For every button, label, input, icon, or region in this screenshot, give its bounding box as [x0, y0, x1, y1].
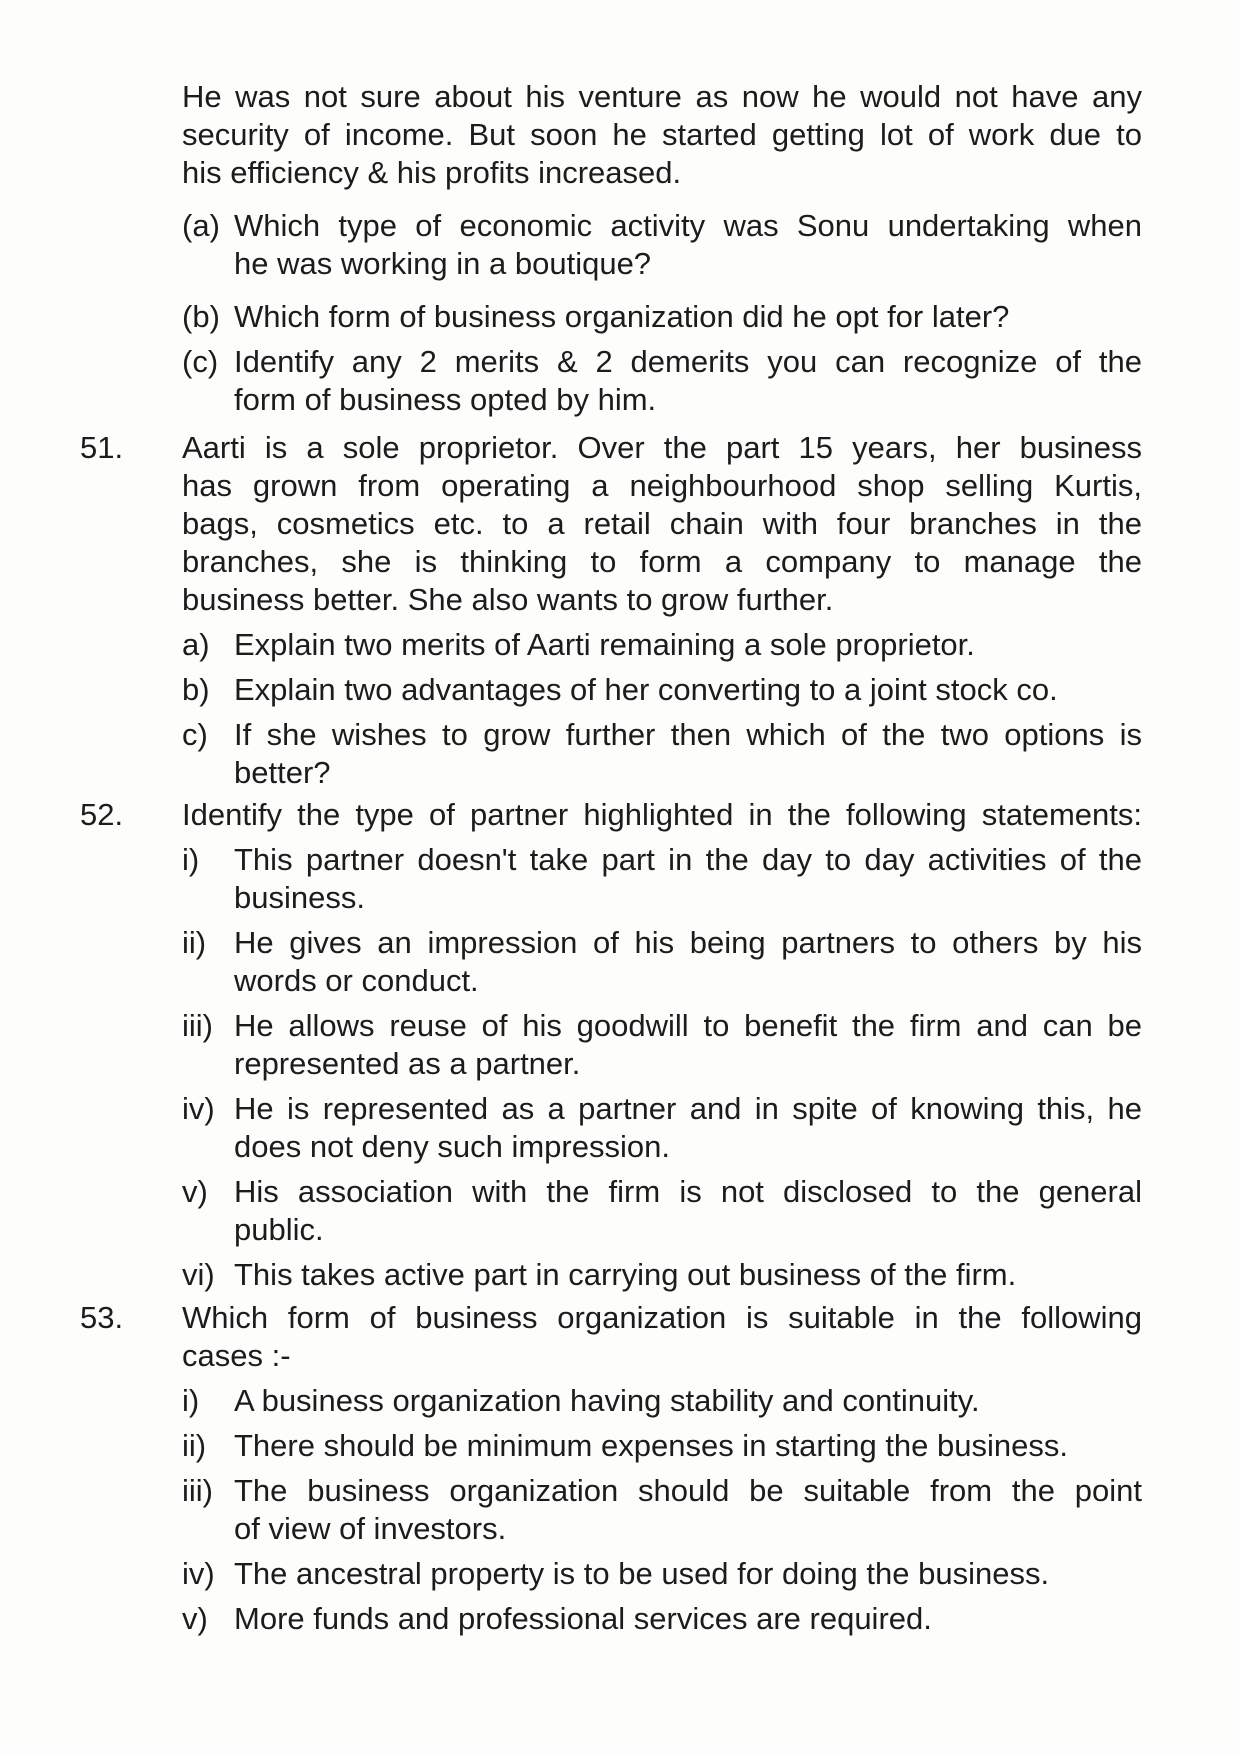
item-line: Which form of business organization did he opt for later?	[234, 299, 1010, 334]
question-line: has grown from operating a neighbourhood shop selling Kurtis,	[182, 468, 1142, 503]
item-line: Explain two advantages of her converting to a joint stock co.	[234, 672, 1058, 707]
item-line: Which type of economic activity was Sonu undertaking when	[234, 208, 1142, 243]
item-line: of view of investors.	[234, 1511, 507, 1546]
question-line: cases :-	[182, 1338, 291, 1373]
item-line: If she wishes to grow further then which of the two options is	[234, 717, 1142, 752]
item-marker: ii)	[182, 1428, 207, 1463]
item-marker: i)	[182, 1383, 200, 1418]
item-line: does not deny such impression.	[234, 1129, 670, 1164]
item-line: form of business opted by him.	[234, 382, 657, 417]
question-line: Aarti is a sole proprietor. Over the part 15 years, her business	[182, 430, 1142, 465]
item-line: public.	[234, 1212, 324, 1247]
question-line: bags, cosmetics etc. to a retail chain with four branches in the	[182, 506, 1142, 541]
item-marker: v)	[182, 1601, 208, 1636]
question-number: 53.	[80, 1300, 124, 1335]
item-line: The ancestral property is to be used for doing the business.	[234, 1556, 1050, 1591]
item-line: better?	[234, 755, 331, 790]
item-marker: (b)	[182, 299, 220, 334]
item-marker: iv)	[182, 1556, 215, 1591]
question-line: Identify the type of partner highlighted in the following statements:	[182, 797, 1142, 832]
intro-line: He was not sure about his venture as now he would not have any	[182, 79, 1142, 114]
item-marker: vi)	[182, 1257, 215, 1292]
item-line: The business organization should be suitable from the point	[234, 1473, 1142, 1508]
question-line: branches, she is thinking to form a company to manage the	[182, 544, 1142, 579]
item-marker: ii)	[182, 925, 207, 960]
item-line: He allows reuse of his goodwill to benefit the firm and can be	[234, 1008, 1142, 1043]
item-line: There should be minimum expenses in starting the business.	[234, 1428, 1068, 1463]
item-line: Identify any 2 merits & 2 demerits you can recognize of the	[234, 344, 1142, 379]
item-line: This partner doesn't take part in the day to day activities of the	[234, 842, 1142, 877]
item-marker: b)	[182, 672, 210, 707]
intro-line: his efficiency & his profits increased.	[182, 155, 682, 190]
question-line: business better. She also wants to grow further.	[182, 582, 834, 617]
item-marker: c)	[182, 717, 208, 752]
intro-line: security of income. But soon he started getting lot of work due to	[182, 117, 1142, 152]
question-number: 52.	[80, 797, 124, 832]
item-marker: a)	[182, 627, 210, 662]
item-line: This takes active part in carrying out business of the firm.	[234, 1257, 1017, 1292]
item-line: words or conduct.	[234, 963, 479, 998]
item-line: His association with the firm is not disclosed to the general	[234, 1174, 1142, 1209]
item-marker: i)	[182, 842, 200, 877]
item-line: business.	[234, 880, 365, 915]
question-line: Which form of business organization is suitable in the following	[182, 1300, 1142, 1335]
question-number: 51.	[80, 430, 124, 465]
item-marker: (c)	[182, 344, 219, 379]
item-line: He is represented as a partner and in spite of knowing this, he	[234, 1091, 1142, 1126]
item-line: Explain two merits of Aarti remaining a sole proprietor.	[234, 627, 975, 662]
item-marker: (a)	[182, 208, 220, 243]
item-line: he was working in a boutique?	[234, 246, 652, 281]
item-line: A business organization having stability and continuity.	[234, 1383, 980, 1418]
item-marker: v)	[182, 1174, 208, 1209]
item-line: He gives an impression of his being partners to others by his	[234, 925, 1142, 960]
item-marker: iii)	[182, 1473, 213, 1508]
item-line: More funds and professional services are required.	[234, 1601, 932, 1636]
item-marker: iii)	[182, 1008, 213, 1043]
item-line: represented as a partner.	[234, 1046, 581, 1081]
item-marker: iv)	[182, 1091, 215, 1126]
